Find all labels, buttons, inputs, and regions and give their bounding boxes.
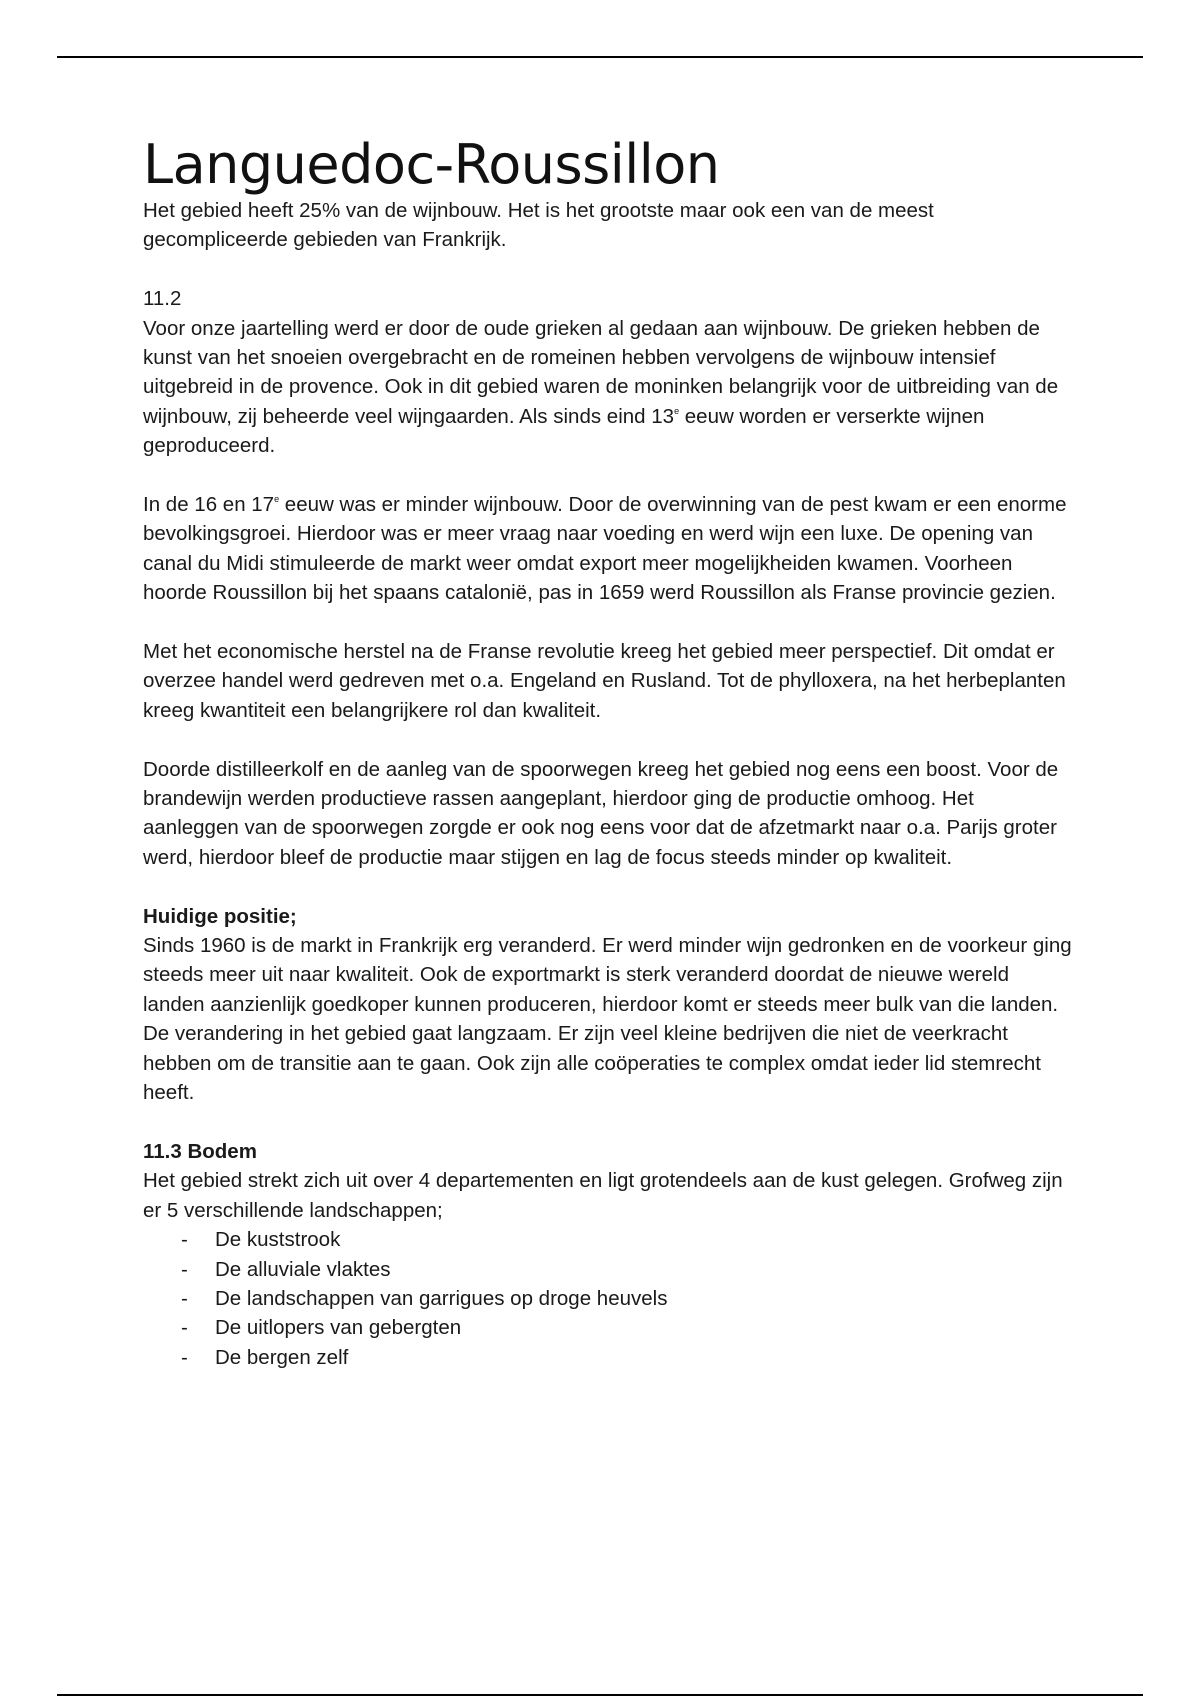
superscript: e — [674, 405, 680, 416]
dash-bullet: - — [181, 1316, 188, 1340]
list-item — [181, 1255, 1073, 1284]
superscript: e — [274, 494, 280, 505]
footer-rule — [57, 1694, 1143, 1696]
document-body — [143, 133, 1073, 1372]
list-item — [181, 1313, 1073, 1342]
dash-bullet: - — [181, 1345, 188, 1369]
history-paragraph-1-end: eeuw worden er verserkte wijnen geproduceerd. — [143, 404, 985, 458]
history-paragraph-3: Met het economische herstel na de Franse revolutie kreeg het gebied meer perspectief. Dit omdat er overzee handel werd gedreven met o.a. Engeland en Rusland. Tot de phylloxera, na het herbeplanten kreeg kwantiteit een belangrijkere rol dan kwaliteit. — [143, 640, 1066, 722]
list-item-text: De alluviale vlaktes — [215, 1257, 391, 1281]
list-item — [181, 1343, 1073, 1372]
section-number-11-2: 11.2 — [143, 287, 182, 311]
soil-section-paragraph: Het gebied strekt zich uit over 4 departementen en ligt grotendeels aan de kust gelegen. Grofweg zijn er 5 verschillende landschappen; — [143, 1169, 1063, 1222]
list-item-text: De landschappen van garrigues op droge heuvels — [215, 1286, 668, 1310]
list-item-text: De uitlopers van gebergten — [215, 1316, 462, 1340]
history-paragraph-2-start: In de 16 en 17 — [143, 493, 275, 517]
list-item — [181, 1225, 1073, 1254]
document-title: Languedoc-Roussillon — [143, 133, 720, 196]
history-paragraph-2-rest: eeuw was er minder wijnbouw. Door de overwinning van de pest kwam er een enorme bevolkingsgroei. Hierdoor was er meer vraag naar voeding en werd wijn een luxe. De opening van canal du Midi stimuleerde de markt weer omdat export meer mogelijkheiden kwamen. Voorheen hoorde Roussillon bij het spaans catalonië, pas in 1659 werd Roussillon als Franse provincie gezien. — [143, 493, 1067, 605]
list-item — [181, 1284, 1073, 1313]
paragraph-gap — [143, 461, 1073, 490]
history-paragraph-4: Doorde distilleerkolf en de aanleg van de spoorwegen kreeg het gebied nog eens een boost. Voor de brandewijn werden productieve rassen aangeplant, hierdoor ging de productie omhoog. Het aanleggen van de spoorwegen zorgde er ook nog eens voor dat de afzetmarkt naar o.a. Parijs groter werd, hierdoor bleef de productie maar stijgen en lag de focus steeds minder op kwaliteit. — [143, 757, 1059, 869]
paragraph-gap — [143, 255, 1073, 284]
current-position-paragraph: Sinds 1960 is de markt in Frankrijk erg veranderd. Er werd minder wijn gedronken en de voorkeur ging steeds meer uit naar kwaliteit. Ook de exportmarkt is sterk veranderd doordat de nieuwe wereld landen aanzienlijk goedkoper kunnen produceren, hierdoor komt er steeds meer bulk van die landen. De verandering in het gebied gaat langzaam. Er zijn veel kleine bedrijven die niet de veerkracht hebben om de transitie aan te gaan. Ook zijn alle coöperaties te complex omdat ieder lid stemrecht heeft. — [143, 934, 1072, 1105]
history-paragraph-1-text: Voor onze jaartelling werd er door de oude grieken al gedaan aan wijnbouw. De grieken hebben de kunst van het snoeien overgebracht en de romeinen hebben vervolgens de wijnbouw intensief uitgebreid in de provence. Ook in dit gebied waren de moninken belangrijk voor de uitbreiding van de wijnbouw, zij beheerde veel wijngaarden. Als sinds eind 13 — [143, 316, 1059, 428]
paragraph-gap — [143, 872, 1073, 901]
paragraph-gap — [143, 1108, 1073, 1137]
paragraph-gap — [143, 608, 1073, 637]
dash-bullet: - — [181, 1228, 188, 1252]
history-paragraph-1 — [143, 314, 1073, 461]
header-rule — [57, 56, 1143, 58]
intro-paragraph: Het gebied heeft 25% van de wijnbouw. Het is het grootste maar ook een van de meest gecompliceerde gebieden van Frankrijk. — [143, 199, 934, 252]
paragraph-gap — [143, 725, 1073, 754]
current-position-heading: Huidige positie; — [143, 904, 297, 928]
list-item-text: De bergen zelf — [215, 1345, 349, 1369]
history-paragraph-2 — [143, 490, 1073, 608]
dash-bullet: - — [181, 1257, 188, 1281]
landscape-list — [143, 1225, 1073, 1372]
list-item-text: De kuststrook — [215, 1228, 341, 1252]
soil-section-heading: 11.3 Bodem — [143, 1139, 257, 1163]
dash-bullet: - — [181, 1286, 188, 1310]
